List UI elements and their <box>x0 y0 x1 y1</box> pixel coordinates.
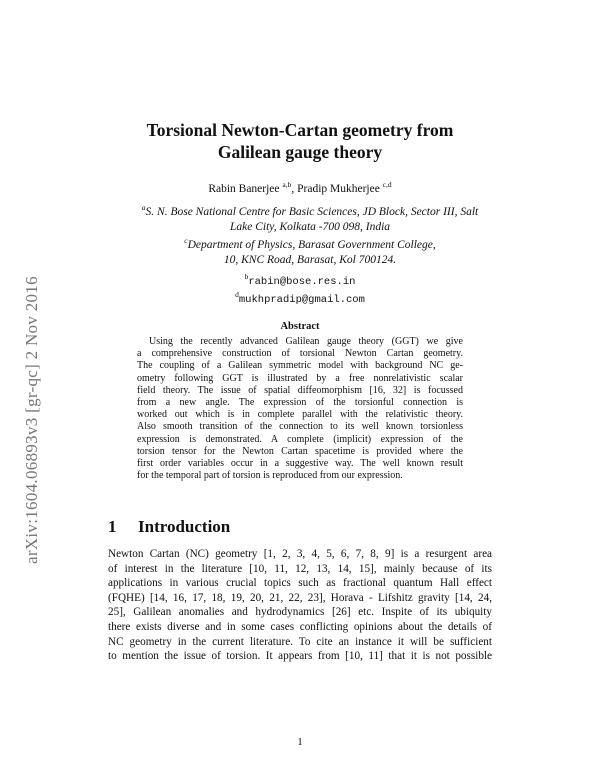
author-name: Rabin Banerjee <box>208 183 280 195</box>
email-address: mukhpradip@gmail.com <box>238 294 365 306</box>
author-affiliation-mark: c,d <box>382 180 392 189</box>
email-address: rabin@bose.res.in <box>248 276 356 288</box>
body-line: Newton Cartan (NC) geometry [1, 2, 3, 4, 5, 6, 7, 8, 9] is a resurgent area <box>108 548 492 560</box>
abstract-line: from a new angle. The expression of the torsionful connection is <box>137 397 463 409</box>
author-name: Pradip Mukherjee <box>297 183 380 195</box>
title-line: Galilean gauge theory <box>217 142 383 162</box>
affiliation-line <box>120 205 500 220</box>
email-mark: b <box>244 272 249 281</box>
author-separator: , <box>291 183 298 195</box>
email-line <box>0 272 600 288</box>
body-line: 25], Galilean anomalies and hydrodynamics [26] etc. Inspite of its ubiquity <box>108 606 492 619</box>
section-heading <box>108 517 230 537</box>
abstract-line: a comprehensive construction of torsional Newton Cartan geometry. <box>137 348 463 360</box>
abstract-heading: Abstract <box>280 321 320 332</box>
abstract-line: worked out which is in complete parallel with the relativistic theory. <box>137 409 463 421</box>
affiliation-line <box>120 238 500 253</box>
abstract-line: for the temporal part of torsion is reproduced from our expression. <box>137 470 403 482</box>
affiliation-mark: c <box>184 236 188 245</box>
body-line: NC geometry in the current literature. To cite an instance it will be sufficient <box>108 635 492 648</box>
abstract-line: ometry following GGT is illustrated by a free nonrelativistic scalar <box>137 372 463 384</box>
affiliation-line: 10, KNC Road, Barasat, Kol 700124. <box>223 254 397 266</box>
abstract-line: first order variables occur in a suggestive way. The well known result <box>137 458 463 470</box>
abstract-line: The coupling of a Galilean symmetric model with background NC ge- <box>137 360 463 372</box>
body-line: there exists diverse and in some cases conflicting opinions about the details of <box>108 620 492 633</box>
abstract-line: Using the recently advanced Galilean gauge theory (GGT) we give <box>149 336 463 347</box>
arxiv-stamp: arXiv:1604.06893v3 [gr-qc] 2 Nov 2016 <box>22 276 41 564</box>
affiliation-text: Department of Physics, Barasat Government College, <box>187 239 436 251</box>
section-title: Introduction <box>138 517 231 536</box>
page-number: 1 <box>297 736 303 748</box>
affiliation-text: S. N. Bose National Centre for Basic Sciences, JD Block, Sector III, Salt <box>145 206 479 218</box>
body-text <box>108 547 492 664</box>
affiliation-line: Lake City, Kolkata -700 098, India <box>229 221 391 233</box>
body-line: to mention the issue of torsion. It appears from [10, 11] that it is not possible <box>108 650 492 663</box>
body-line: (FQHE) [14, 16, 17, 18, 19, 20, 21, 22, 23], Horava - Lifshitz gravity [14, 24, <box>108 591 492 604</box>
body-line: of interest in the literature [10, 11, 12, 13, 14, 15], mainly because of its <box>108 562 492 575</box>
author-affiliation-mark: a,b <box>282 180 292 189</box>
abstract-line: torsion tensor for the Newton Cartan spacetime is provided where the <box>137 445 463 457</box>
author-list <box>0 180 600 195</box>
section-number: 1 <box>108 517 117 536</box>
abstract-line: field theory. The issue of spatial diffeomorphism [16, 32] is focussed <box>137 384 463 396</box>
affiliation-mark: a <box>141 203 146 212</box>
abstract-line: Also smooth transition of the connection to its well known torsionless <box>137 421 463 433</box>
paper-title <box>90 119 510 163</box>
abstract-text <box>137 336 463 482</box>
body-line: applications in various crucial topics such as fractional quantum Hall effect <box>108 577 492 590</box>
email-mark: d <box>235 290 239 299</box>
affiliation <box>120 205 500 235</box>
email-line <box>0 290 600 306</box>
affiliation <box>120 238 500 268</box>
title-line: Torsional Newton-Cartan geometry from <box>146 120 454 140</box>
abstract-line: expression is demonstrated. A complete (implicit) expression of the <box>137 433 463 445</box>
